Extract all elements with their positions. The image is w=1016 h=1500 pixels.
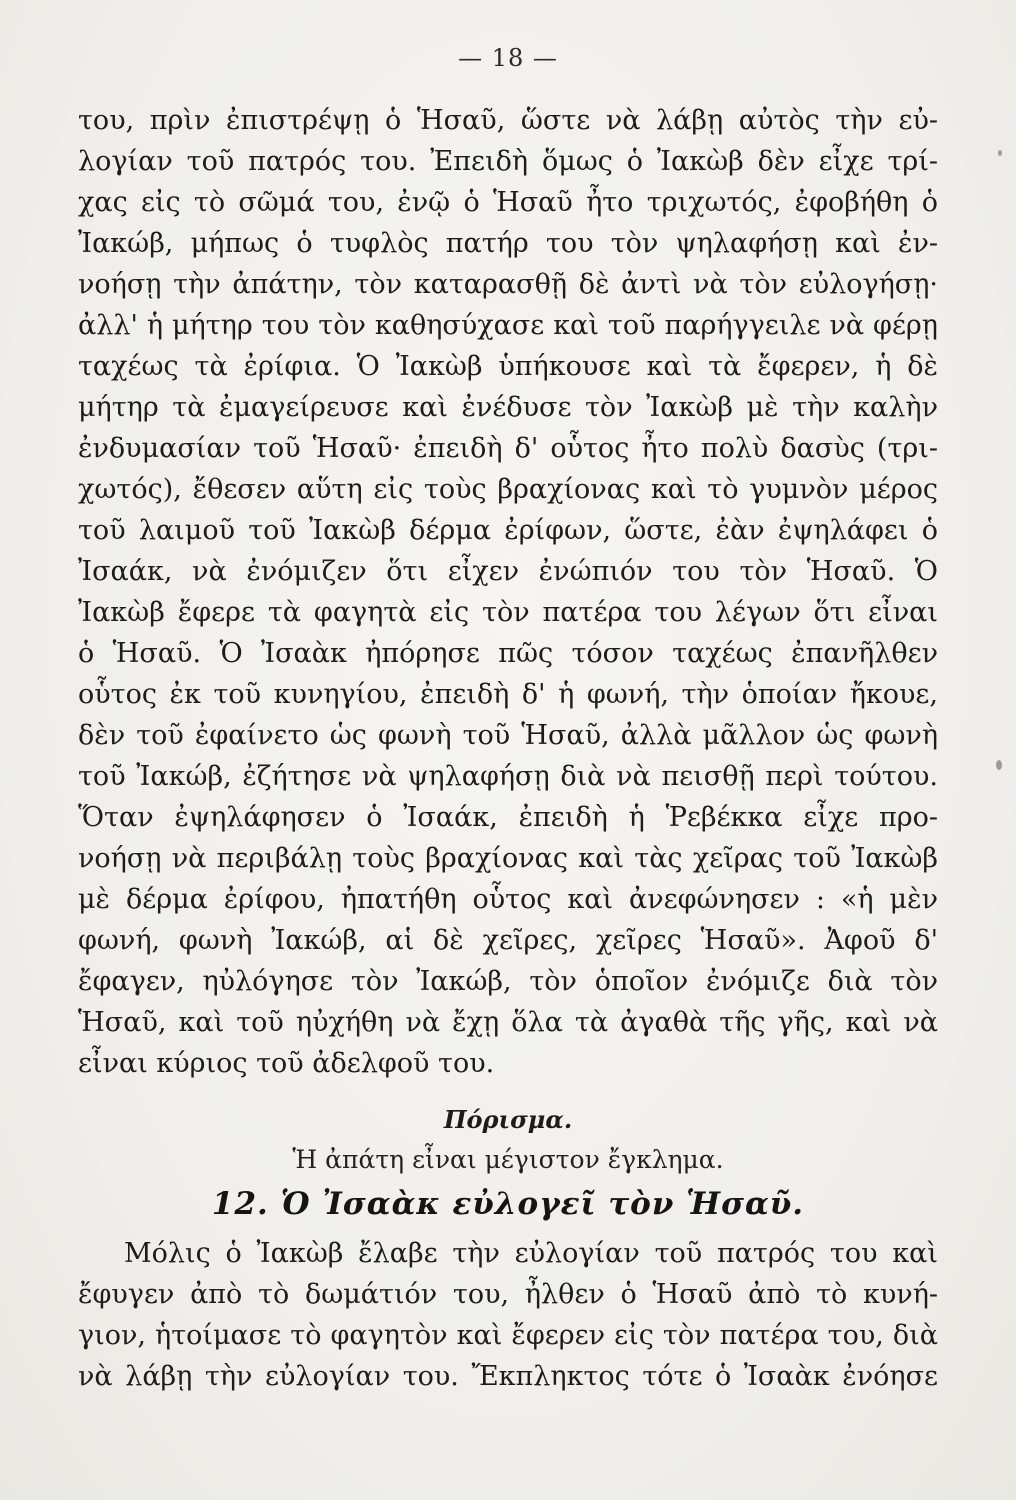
text-line: Ἰακὼβ ἔφερε τὰ φαγητὰ εἰς τὸν πατέρα του λέγων ὅτι εἶναι [78,597,938,628]
text-line: του, πρὶν ἐπιστρέψῃ ὁ Ἡσαῦ, ὥστε νὰ λάβῃ αὐτὸς τὴν εὐ- [78,105,938,136]
text-line: ὁ Ἡσαῦ. Ὁ Ἰσαὰκ ἠπόρησε πῶς τόσον ταχέως ἐπανῆλθεν [78,638,938,669]
text-line: μὲ δέρμα ἐρίφου, ἠπατήθη οὗτος καὶ ἀνεφώνησεν : «ἡ μὲν [78,884,938,915]
text-line: Ὅταν ἐψηλάφησεν ὁ Ἰσαάκ, ἐπειδὴ ἡ Ῥεβέκκα εἶχε προ- [78,802,938,833]
text-line: νοήσῃ τὴν ἀπάτην, τὸν καταρασθῇ δὲ ἀντὶ νὰ τὸν εὐλογήσῃ· [78,269,938,300]
text-line: ταχέως τὰ ἐρίφια. Ὁ Ἰακὼβ ὑπήκουσε καὶ τὰ ἔφερεν, ἡ δὲ [78,351,938,382]
text-line: Ἰακώβ, μήπως ὁ τυφλὸς πατήρ του τὸν ψηλαφήσῃ καὶ ἐν- [78,228,938,259]
second-paragraph [78,1233,938,1397]
text-line: ἐνδυμασίαν τοῦ Ἡσαῦ· ἐπειδὴ δ' οὗτος ἦτο πολὺ δασὺς (τρι- [78,433,938,464]
text-line: νοήσῃ νὰ περιβάλῃ τοὺς βραχίονας καὶ τὰς χεῖρας τοῦ Ἰακὼβ [78,843,938,874]
text-line: νὰ λάβῃ τὴν εὐλογίαν του. Ἔκπληκτος τότε ὁ Ἰσαὰκ ἐνόησε [78,1361,938,1392]
section-title: 12. Ὁ Ἰσαὰκ εὐλογεῖ τὸν Ἡσαῦ. [211,1186,805,1222]
text-line: Ἰσαάκ, νὰ ἐνόμιζεν ὅτι εἶχεν ἐνώπιόν του τὸν Ἡσαῦ. Ὁ [78,556,938,587]
text-line: Μόλις ὁ Ἰακὼβ ἔλαβε τὴν εὐλογίαν τοῦ πατρός του καὶ [124,1238,938,1269]
text-line: ἔφυγεν ἀπὸ τὸ δωμάτιόν του, ἦλθεν ὁ Ἡσαῦ ἀπὸ τὸ κυνή- [78,1279,938,1310]
text-line: εἶναι κύριος τοῦ ἀδελφοῦ του. [78,1048,495,1079]
text-line: χωτός), ἔθεσεν αὕτη εἰς τοὺς βραχίονας καὶ τὸ γυμνὸν μέρος [78,474,938,505]
text-line: γιον, ἡτοίμασε τὸ φαγητὸν καὶ ἔφερεν εἰς τὸν πατέρα του, διὰ [78,1320,938,1351]
porisma-text: Ἡ ἀπάτη εἶναι μέγιστον ἔγκλημα. [292,1145,724,1174]
text-line: φωνή, φωνὴ Ἰακώβ, αἱ δὲ χεῖρες, χεῖρες Ἡσαῦ». Ἀφοῦ δ' [78,925,938,956]
text-line: ἔφαγεν, ηὐλόγησε τὸν Ἰακώβ, τὸν ὁποῖον ἐνόμιζε διὰ τὸν [78,966,938,997]
text-line: μήτηρ τὰ ἐμαγείρευσε καὶ ἐνέδυσε τὸν Ἰακὼβ μὲ τὴν καλὴν [78,392,938,423]
text-line: ἀλλ' ἡ μήτηρ του τὸν καθησύχασε καὶ τοῦ παρήγγειλε νὰ φέρῃ [78,310,938,341]
porisma-heading: Πόρισμα. [443,1105,573,1134]
text-line: χας εἰς τὸ σῶμά του, ἐνῷ ὁ Ἡσαῦ ἦτο τριχωτός, ἐφοβήθη ὁ [78,187,938,218]
text-line: δὲν τοῦ ἐφαίνετο ὡς φωνὴ τοῦ Ἡσαῦ, ἀλλὰ μᾶλλον ὡς φωνὴ [78,720,938,751]
text-line: τοῦ λαιμοῦ τοῦ Ἰακὼβ δέρμα ἐρίφων, ὥστε, ἐὰν ἐψηλάφει ὁ [78,515,938,546]
text-line: τοῦ Ἰακώβ, ἐζήτησε νὰ ψηλαφήσῃ διὰ νὰ πεισθῇ περὶ τούτου. [78,761,938,792]
paper-speck [998,150,1002,156]
text-line: λογίαν τοῦ πατρός του. Ἐπειδὴ ὅμως ὁ Ἰακὼβ δὲν εἶχε τρί- [78,146,938,177]
paper-speck [996,760,1002,770]
text-line: οὗτος ἐκ τοῦ κυνηγίου, ἐπειδὴ δ' ἡ φωνή, τὴν ὁποίαν ἤκουε, [78,679,938,710]
text-line: Ἡσαῦ, καὶ τοῦ ηὐχήθη νὰ ἔχῃ ὅλα τὰ ἀγαθὰ τῆς γῆς, καὶ νὰ [78,1007,938,1038]
page-number: — 18 — [458,44,558,72]
main-paragraph [78,100,938,1084]
